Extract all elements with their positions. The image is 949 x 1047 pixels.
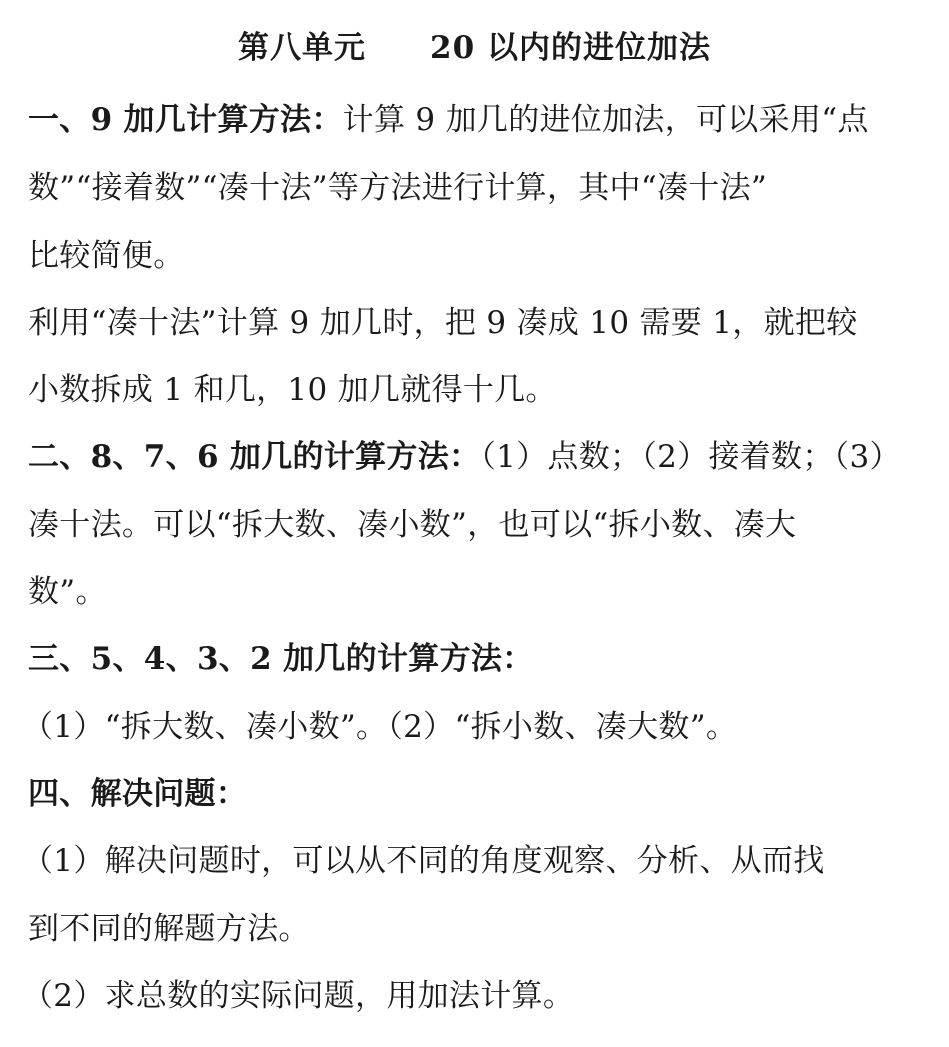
section1-line2: 数”“接着数”“凑十法”等方法进行计算，其中“凑十法” bbox=[28, 170, 768, 206]
section2-line1 bbox=[28, 437, 901, 477]
section4-line1: （1）解决问题时，可以从不同的角度观察、分析、从而找 bbox=[22, 843, 825, 879]
section1-line1-text: 计算 9 加几的进位加法，可以采用“点 bbox=[342, 102, 869, 138]
section2-line3: 数”。 bbox=[28, 574, 107, 610]
section2-line1-text: （1）点数；（2）接着数；（3） bbox=[480, 439, 901, 475]
section4-heading: 四、解决问题： bbox=[28, 776, 248, 812]
section3-heading-line bbox=[28, 639, 533, 679]
section1-heading: 一、9 加几计算方法： bbox=[28, 102, 343, 138]
page-title: 第八单元 20 以内的进位加法 bbox=[238, 30, 711, 66]
section1-line4: 利用“凑十法”计算 9 加几时，把 9 凑成 10 需要 1，就把较 bbox=[28, 305, 858, 341]
section1-line3: 比较简便。 bbox=[28, 238, 185, 274]
section2-line2: 凑十法。可以“拆大数、凑小数”，也可以“拆小数、凑大 bbox=[28, 507, 797, 543]
section1-line5: 小数拆成 1 和几，10 加几就得十几。 bbox=[28, 372, 557, 408]
section3-heading: 三、5、4、3、2 加几的计算方法： bbox=[28, 641, 534, 677]
section4-line3: （2）求总数的实际问题，用加法计算。 bbox=[22, 978, 575, 1014]
section3-line1: （1）“拆大数、凑小数”。（2）“拆小数、凑大数”。 bbox=[22, 709, 738, 745]
section4-heading-line bbox=[28, 774, 247, 814]
section1-line1 bbox=[28, 100, 869, 140]
section4-line2: 到不同的解题方法。 bbox=[28, 911, 310, 947]
section2-heading: 二、8、7、6 加几的计算方法： bbox=[28, 439, 481, 475]
